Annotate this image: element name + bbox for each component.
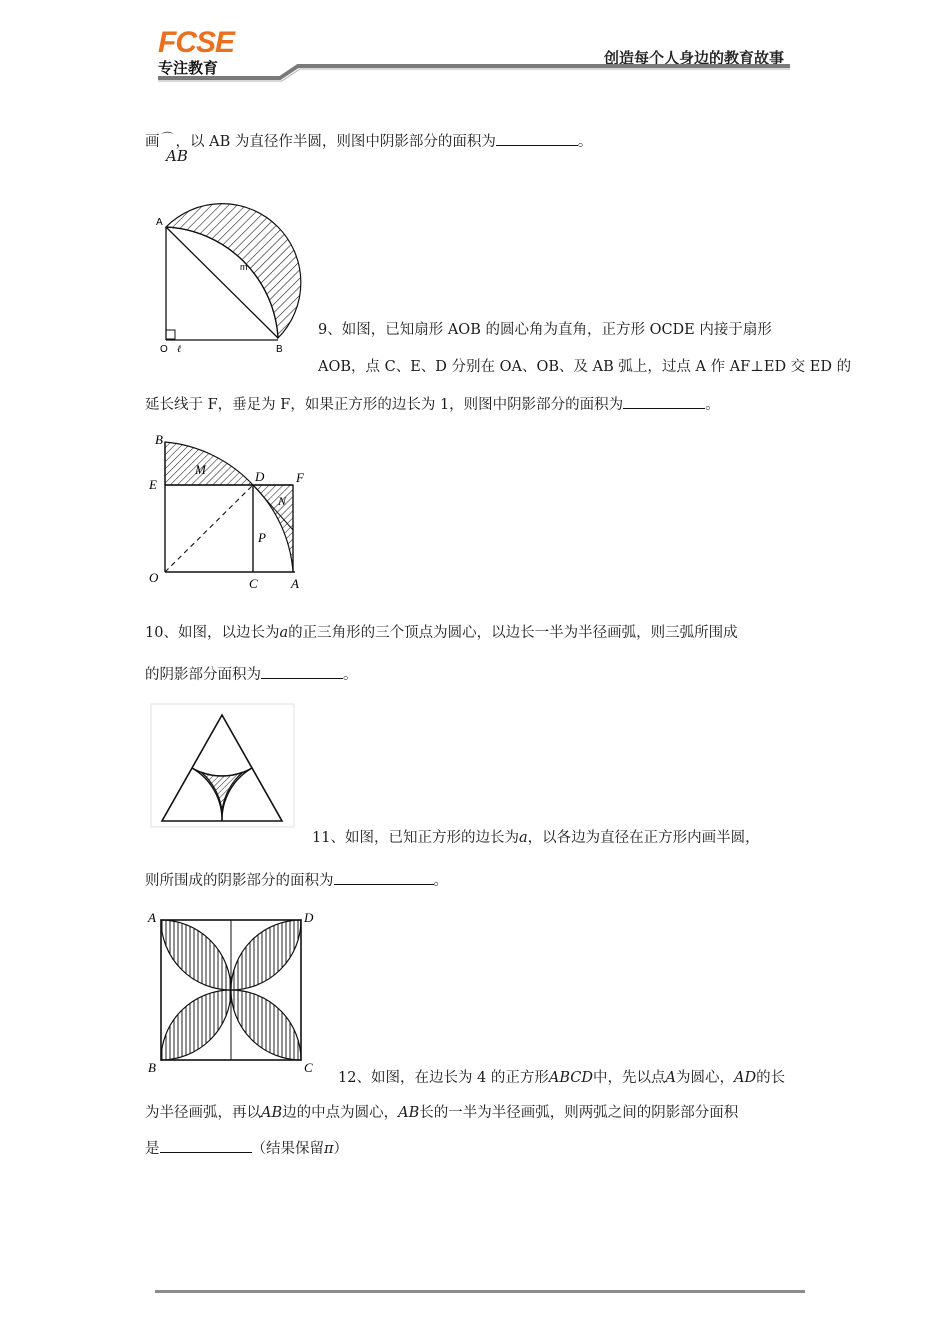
q11-end: 。 bbox=[433, 873, 448, 889]
petal-bottom-right bbox=[231, 990, 301, 1060]
q12-line-1d: 的长 bbox=[756, 1070, 786, 1086]
q9-line-2: AOB，点 C、E、D 分别在 OA、OB、及 AB 弧上，过点 A 作 AF⊥ED 交 ED 的 bbox=[318, 359, 852, 375]
answer-blank[interactable] bbox=[261, 664, 343, 679]
q12-point-a: A bbox=[665, 1070, 677, 1086]
label-C: C bbox=[249, 576, 258, 591]
label-A: A bbox=[291, 576, 299, 591]
q9-end: 。 bbox=[705, 397, 720, 413]
q11-figure bbox=[145, 908, 325, 1078]
label-O: O bbox=[160, 344, 168, 355]
q8-figure bbox=[150, 190, 320, 355]
answer-blank[interactable] bbox=[334, 870, 434, 885]
q12-line-1b: 中，先以点 bbox=[593, 1070, 666, 1086]
shaded-region bbox=[166, 204, 301, 338]
q11-line-1 bbox=[312, 828, 760, 848]
header-rule bbox=[0, 0, 950, 90]
label-d: ℓ bbox=[177, 344, 182, 355]
q12-line-3c: ） bbox=[333, 1141, 349, 1157]
q12-line-3b: （结果保留 bbox=[251, 1141, 324, 1157]
shaded-region bbox=[201, 772, 243, 811]
arc-label: AB bbox=[166, 147, 188, 165]
header-slogan: 创造每个人身边的教育故事 bbox=[604, 49, 785, 67]
answer-blank[interactable] bbox=[496, 131, 578, 146]
label-O: O bbox=[149, 570, 159, 585]
label-B: B bbox=[155, 432, 163, 447]
q10-line-1b: 的正三角形的三个顶点为圆心，以边长一半为半径画弧，则三弧所围成 bbox=[288, 625, 738, 641]
label-N: N bbox=[278, 494, 287, 508]
label-A: A bbox=[148, 910, 156, 925]
q11-line-1b: ，以各边为直径在正方形内画半圆， bbox=[527, 830, 760, 846]
q9-line-3: 延长线于 F，垂足为 F，如果正方形的边长为 1，则图中阴影部分的面积为 bbox=[145, 397, 624, 413]
q9-line-1: 9、如图，已知扇形 AOB 的圆心角为直角，正方形 OCDE 内接于扇形 bbox=[318, 322, 772, 338]
arc-symbol: ⌒ bbox=[161, 131, 174, 145]
region-M bbox=[165, 442, 253, 485]
q12-line-2c: 长的一半为半径画弧，则两弧之间的阴影部分面积 bbox=[419, 1105, 739, 1121]
petal-top-right bbox=[231, 920, 301, 990]
q8-prefix: 画 bbox=[145, 134, 160, 150]
q9-line-3-wrap bbox=[145, 394, 720, 415]
label-P: P bbox=[258, 530, 266, 545]
pi-symbol: π bbox=[324, 1141, 334, 1157]
label-C: C bbox=[304, 1060, 313, 1075]
logo-brand-text: FCSE bbox=[158, 26, 235, 59]
footer-rule bbox=[155, 1290, 805, 1293]
q10-line-2: 的阴影部分面积为 bbox=[145, 667, 261, 683]
q11-line-1a: 11、如图，已知正方形的边长为 bbox=[312, 830, 519, 846]
q8-end: 。 bbox=[577, 134, 593, 150]
q8-text-line bbox=[145, 131, 592, 152]
petal-bottom-left bbox=[161, 990, 231, 1060]
answer-blank[interactable] bbox=[623, 394, 705, 409]
logo-sub-text: 专注教育 bbox=[158, 59, 219, 77]
q12-abcd: ABCD bbox=[548, 1070, 594, 1086]
q12-line-3 bbox=[145, 1138, 348, 1159]
region-N bbox=[253, 485, 293, 572]
q8-text: ，以 AB 为直径作半圆，则图中阴影部分的面积为 bbox=[175, 134, 496, 150]
label-B: B bbox=[148, 1060, 156, 1075]
q10-end: 。 bbox=[343, 667, 358, 683]
q10-figure bbox=[150, 703, 295, 828]
answer-blank[interactable] bbox=[160, 1138, 252, 1153]
q10-line-2-wrap bbox=[145, 664, 358, 685]
var-a: a bbox=[279, 625, 289, 641]
q10-line-1 bbox=[145, 623, 738, 643]
label-D: D bbox=[255, 469, 265, 484]
q12-line-1a: 12、如图，在边长为 4 的正方形 bbox=[338, 1070, 549, 1086]
q12-line-3a: 是 bbox=[145, 1141, 160, 1157]
q12-line-1c: 为圆心， bbox=[676, 1070, 735, 1086]
label-M: M bbox=[195, 462, 206, 477]
q12-line-2a: 为半径画弧，再以 bbox=[145, 1105, 261, 1121]
label-B: B bbox=[276, 344, 283, 355]
q12-line-2 bbox=[145, 1103, 738, 1123]
q10-line-1a: 10、如图，以边长为 bbox=[145, 625, 280, 641]
label-D: D bbox=[304, 910, 314, 925]
label-m: m bbox=[240, 262, 248, 272]
q12-ab-1: AB bbox=[261, 1105, 283, 1121]
label-A: A bbox=[156, 217, 163, 228]
q11-line-2: 则所围成的阴影部分的面积为 bbox=[145, 873, 334, 889]
petal-top-left bbox=[161, 920, 231, 990]
q11-line-2-wrap bbox=[145, 870, 448, 891]
q12-line-1 bbox=[338, 1068, 785, 1088]
var-a: a bbox=[518, 830, 528, 846]
label-F: F bbox=[296, 470, 304, 485]
q9-figure bbox=[145, 432, 320, 592]
q12-line-2b: 边的中点为圆心， bbox=[282, 1105, 399, 1121]
q12-ab-2: AB bbox=[398, 1105, 420, 1121]
q12-ad: AD bbox=[734, 1070, 757, 1086]
label-E: E bbox=[149, 477, 157, 492]
